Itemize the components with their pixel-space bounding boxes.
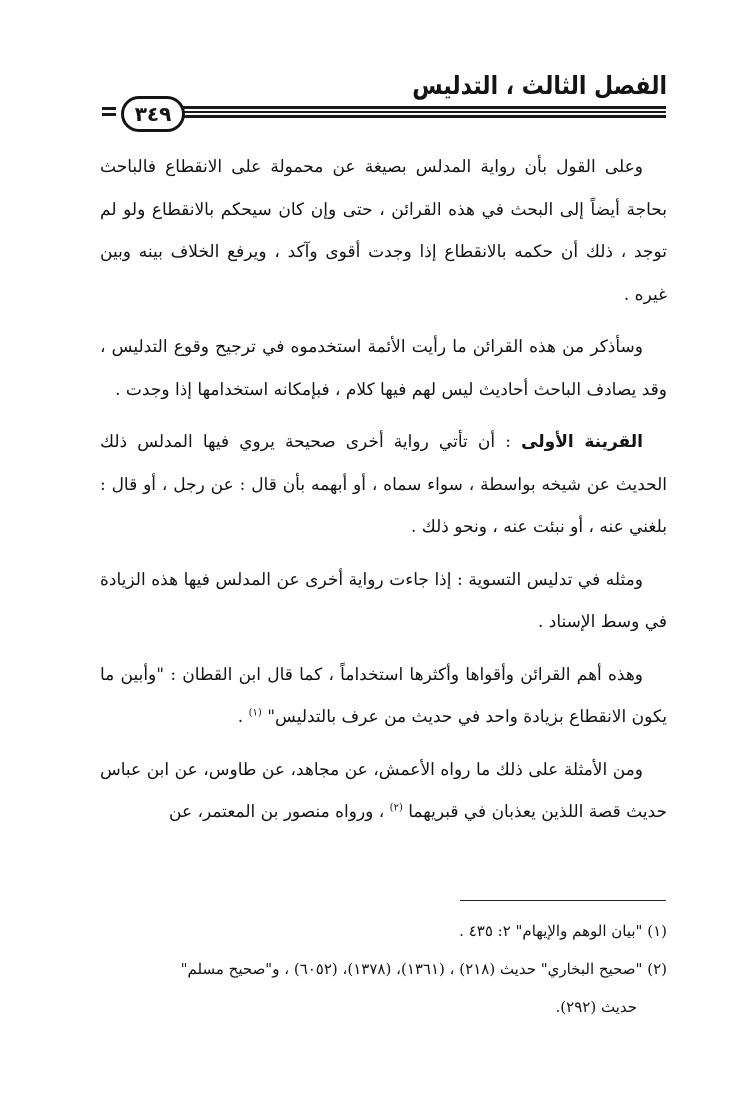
footnote: (١) "بيان الوهم والإيهام" ٢: ٤٣٥ .: [459, 922, 667, 940]
footnote-separator: [460, 900, 666, 901]
page-number: ٣٤٩: [121, 96, 185, 132]
header-rule: [102, 104, 666, 120]
paragraph: وسأذكر من هذه القرائن ما رأيت الأئمة استخدموه في ترجيح وقوع التدليس ، وقد يصادف الباحث أحاديث ليس لهم فيها كلام ، فبإمكانه استخدامها إذا وجدت .: [100, 337, 667, 400]
paragraph: ومثله في تدليس التسوية : إذا جاءت رواية أخرى عن المدلس فيها هذه الزيادة في وسط الإسناد .: [100, 569, 667, 632]
paragraph: وعلى القول بأن رواية المدلس بصيغة عن محمولة على الانقطاع فالباحث بحاجة أيضاً إلى البحث في هذه القرائن ، حتى وإن كان سيحكم بالانقطاع ولو لم توجد ، ذلك أن حكمه بالانقطاع إذا وجدت أقوى وآكد ، ويرفع الخلاف بينه وبين غيره .: [100, 157, 667, 305]
footnote-continuation: حديث (٢٩٢).: [555, 998, 637, 1016]
paragraph: القرينة الأولى : أن تأتي رواية أخرى صحيحة يروي فيها المدلس ذلك الحديث عن شيخه بواسطة ، سواء سماه ، أو أبهمه بأن قال : عن رجل ، أو قال : بلغني عنه ، أو نبئت عنه ، ونحو ذلك .: [100, 432, 667, 537]
main-text: [100, 146, 667, 838]
footnote: (٢) "صحيح البخاري" حديث (٢١٨) ، (١٣٦١)، (١٣٧٨)، (٦٠٥٢) ، و"صحيح مسلم": [180, 960, 667, 978]
paragraph: وهذه أهم القرائن وأقواها وأكثرها استخداماً ، كما قال ابن القطان : "وأبين ما يكون الانقطاع بزيادة واحد في حديث من عرف بالتدليس" $^{(١)}$ .: [100, 664, 667, 727]
footnote-ref: (٢): [389, 802, 403, 814]
quotation: "وأبين ما يكون الانقطاع بزيادة واحد في حديث من عرف بالتدليس": [100, 664, 667, 727]
footnotes: [100, 912, 667, 1026]
running-title: الفصل الثالث ، التدليس: [412, 72, 667, 101]
clue-heading: القرينة الأولى: [521, 432, 643, 452]
footnote-ref: (١): [248, 707, 262, 719]
paragraph: ومن الأمثلة على ذلك ما رواه الأعمش، عن مجاهد، عن طاوس، عن ابن عباس حديث قصة اللذين يعذبان في قبريهما $^{(٢)}$ ، ورواه منصور بن المعتمر، عن: [100, 759, 667, 822]
